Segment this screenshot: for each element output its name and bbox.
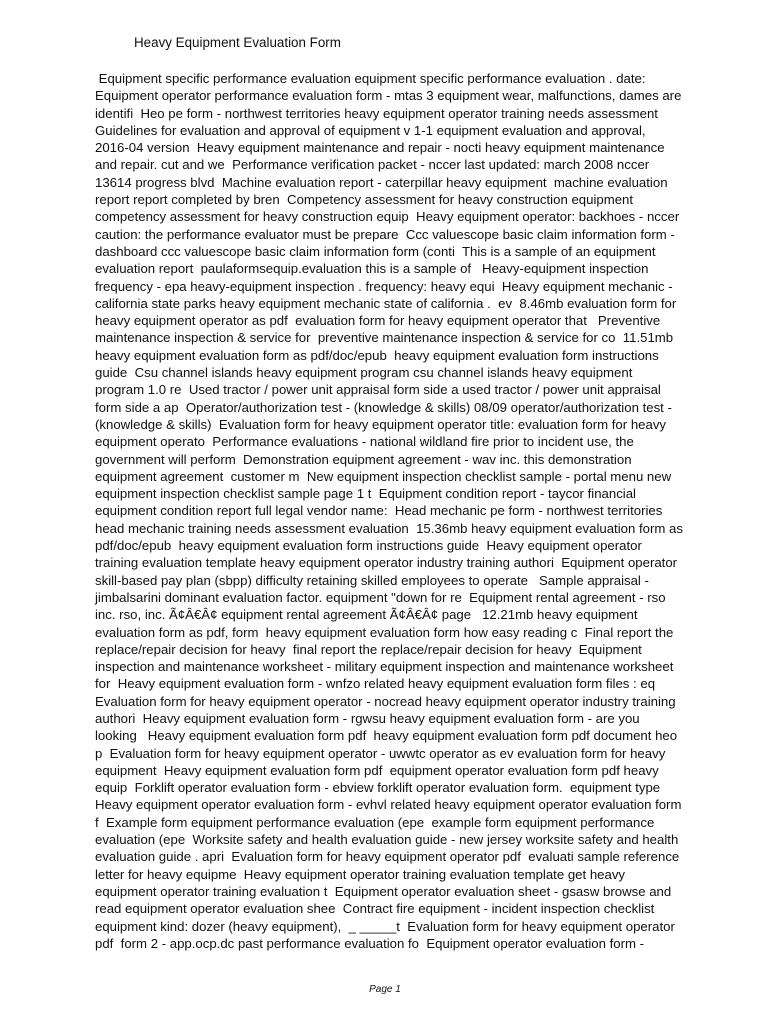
body-text-line: equipment agreement customer m New equipment inspection checklist sample - portal menu new [95,468,672,484]
body-text-line: program 1.0 re Used tractor / power unit appraisal form side a used tractor / power unit appraisal [95,382,661,398]
body-text-line: pdf form 2 - app.ocp.dc past performance evaluation fo Equipment operator evaluation form - [95,935,645,951]
body-text-line: government will perform Demonstration equipment agreement - wav inc. this demonstration [95,451,632,467]
body-text-line: california state parks heavy equipment mechanic state of california . ev 8.46mb evaluation form for [95,295,677,311]
body-text-line: for Heavy equipment evaluation form - wnfzo related heavy equipment evaluation form files : eq [95,676,656,692]
body-text-line: Evaluation form for heavy equipment operator - nocread heavy equipment operator industry training [95,693,676,709]
body-text-line: jimbalsarini dominant evaluation factor. equipment "down for re Equipment rental agreement - rso [95,589,666,605]
body-text-line: evaluation form as pdf, form heavy equipment evaluation form how easy reading c Final report the [95,624,674,640]
body-text-line: equipment kind: dozer (heavy equipment), _ _____t Evaluation form for heavy equipment operator [95,918,675,934]
document-body-text [95,70,735,952]
body-text-line: equip Forklift operator evaluation form - ebview forklift operator evaluation form. equipment type [95,780,661,796]
body-text-line: maintenance inspection & service for preventive maintenance inspection & service for co 11.51mb [95,330,674,346]
body-text-line: Heavy equipment operator evaluation form - evhvl related heavy equipment operator evaluation form [95,797,682,813]
body-text-line: identifi Heo pe form - northwest territories heavy equipment operator training needs assessment [95,105,658,121]
body-text-line: authori Heavy equipment evaluation form - rgwsu heavy equipment evaluation form - are you [95,710,640,726]
body-text-line: read equipment operator evaluation shee Contract fire equipment - incident inspection checklist [95,901,655,917]
body-text-line: training evaluation template heavy equipment operator industry training authori Equipment operator [95,555,678,571]
body-text-line: replace/repair decision for heavy final report the replace/repair decision for heavy Equipment [95,641,642,657]
body-text-line: head mechanic training needs assessment evaluation 15.36mb heavy equipment evaluation form as [95,520,683,536]
body-text-line: equipment inspection checklist sample page 1 t Equipment condition report - taycor financial [95,486,636,502]
body-text-line: letter for heavy equipme Heavy equipment operator training evaluation template get heavy [95,866,626,882]
body-text-line: evaluation (epe Worksite safety and health evaluation guide - new jersey worksite safety and health [95,832,679,848]
body-text-line: dashboard ccc valuescope basic claim information form (conti This is a sample of an equipment [95,243,656,259]
body-text-line: f Example form equipment performance evaluation (epe example form equipment performance [95,814,655,830]
body-text-line: equipment Heavy equipment evaluation form pdf equipment operator evaluation form pdf heavy [95,762,659,778]
body-text-line: looking Heavy equipment evaluation form pdf heavy equipment evaluation form pdf document heo [95,728,678,744]
body-text-line: p Evaluation form for heavy equipment operator - uwwtc operator as ev evaluation form for heavy [95,745,666,761]
body-text-line: competency assessment for heavy construction equip Heavy equipment operator: backhoes - nccer [95,209,680,225]
body-text-line: report report completed by bren Competency assessment for heavy construction equipment [95,192,634,208]
body-text-line: equipment operato Performance evaluations - national wildland fire prior to incident use, the [95,434,634,450]
body-text-line: guide Csu channel islands heavy equipment program csu channel islands heavy equipment [95,365,633,381]
body-text-line: inspection and maintenance worksheet - military equipment inspection and maintenance worksheet [95,659,674,675]
body-text-line: (knowledge & skills) Evaluation form for heavy equipment operator title: evaluation form for heavy [95,416,667,432]
body-text-line: Equipment operator performance evaluation form - mtas 3 equipment wear, malfunctions, dames are [95,88,682,104]
body-text-line: form side a ap Operator/authorization test - (knowledge & skills) 08/09 operator/authorization test - [95,399,672,415]
page-number: Page 1 [369,984,401,995]
body-text-line: and repair. cut and we Performance verification packet - nccer last updated: march 2008 nccer [95,157,650,173]
body-text-line: Equipment specific performance evaluation equipment specific performance evaluation . date: [95,71,646,86]
document-title: Heavy Equipment Evaluation Form [134,35,341,50]
body-text-line: frequency - epa heavy-equipment inspection . frequency: heavy equi Heavy equipment mechanic - [95,278,673,294]
body-text-line: heavy equipment evaluation form as pdf/doc/epub heavy equipment evaluation form instructions [95,347,659,363]
body-text-line: 2016-04 version Heavy equipment maintenance and repair - nocti heavy equipment maintenance [95,140,665,156]
body-text-line: skill-based pay plan (sbpp) difficulty retaining skilled employees to operate Sample appraisal - [95,572,649,588]
body-text-line: pdf/doc/epub heavy equipment evaluation form instructions guide Heavy equipment operator [95,538,642,554]
body-text-line: equipment condition report full legal vendor name: Head mechanic pe form - northwest territories [95,503,663,519]
body-text-line: heavy equipment operator as pdf evaluation form for heavy equipment operator that Preventive [95,313,661,329]
body-text-line: evaluation report paulaformsequip.evaluation this is a sample of Heavy-equipment inspection [95,261,649,277]
body-text-line: Guidelines for evaluation and approval of equipment v 1-1 equipment evaluation and approval, [95,122,646,138]
body-text-line: evaluation guide . apri Evaluation form for heavy equipment operator pdf evaluati sample reference [95,849,680,865]
body-text-line: 13614 progress blvd Machine evaluation report - caterpillar heavy equipment machine evaluation [95,174,668,190]
body-text-line: inc. rso, inc. Ã¢Â€Â¢ equipment rental agreement Ã¢Â€Â¢ page 12.21mb heavy equipment [95,607,638,623]
body-text-line: equipment operator training evaluation t Equipment operator evaluation sheet - gsasw browse and [95,883,672,899]
body-text-line: caution: the performance evaluator must be prepare Ccc valuescope basic claim information form - [95,226,675,242]
